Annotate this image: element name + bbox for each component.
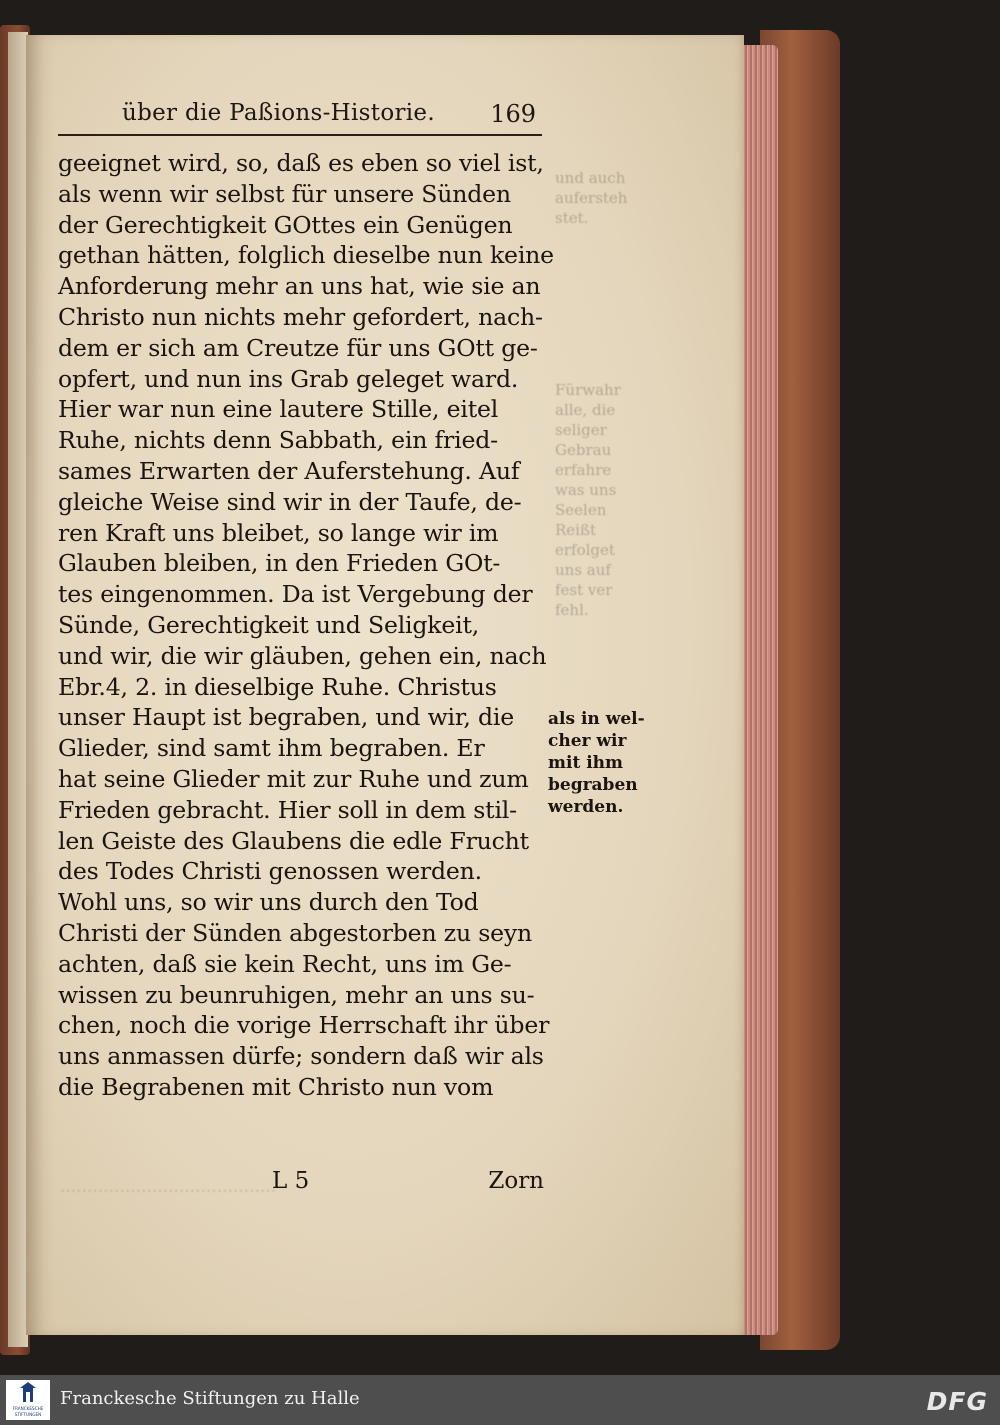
page-edges [738, 45, 778, 1335]
margin-note-line: cher wir [548, 731, 627, 751]
text-line: und wir, die wir gläuben, gehen ein, nach [58, 641, 547, 670]
text-line: als wenn wir selbst für unsere Sünden [58, 179, 511, 208]
running-title: über die Paßions-Historie. [122, 100, 435, 126]
svg-text:STIFTUNGEN: STIFTUNGEN [14, 1412, 42, 1417]
text-line: wissen zu beunruhigen, mehr an uns su- [58, 980, 535, 1009]
header-rule [58, 134, 542, 136]
margin-note-line: mit ihm [548, 753, 624, 773]
text-line: gleiche Weise sind wir in der Taufe, de- [58, 487, 522, 516]
margin-note [548, 708, 658, 818]
text-line: ren Kraft uns bleibet, so lange wir im [58, 518, 499, 547]
show-through-text-bottom: ........................................ [60, 1177, 277, 1197]
body-text [58, 148, 554, 1103]
text-line: Sünde, Gerechtigkeit und Seligkeit, [58, 610, 480, 639]
show-through-text: und auch aufersteh stet. [555, 169, 628, 227]
text-line: Frieden gebracht. Hier soll in dem stil- [58, 795, 517, 824]
text-line: sames Erwarten der Auferstehung. Auf [58, 456, 520, 485]
text-line: gethan hätten, folglich dieselbe nun keine [58, 241, 554, 270]
text-line: die Begrabenen mit Christo nun vom [58, 1072, 494, 1101]
text-line: Christi der Sünden abgestorben zu seyn [58, 918, 533, 947]
margin-note-line: werden. [548, 797, 624, 817]
text-line: Ruhe, nichts denn Sabbath, ein fried- [58, 426, 498, 455]
text-line: geeignet wird, so, daß es eben so viel ist, [58, 149, 544, 177]
svg-text:FRANCKESCHE: FRANCKESCHE [12, 1406, 44, 1411]
text-line: dem er sich am Creutze für uns GOtt ge- [58, 333, 538, 362]
margin-note-line: begraben [548, 775, 638, 795]
facing-page-edge [8, 32, 28, 1347]
institution-name[interactable]: Franckesche Stiftungen zu Halle [60, 1388, 360, 1409]
text-line: achten, daß sie kein Recht, uns im Ge- [58, 949, 512, 978]
dfg-logo[interactable]: DFG [926, 1387, 988, 1416]
footer-bar [0, 1375, 1000, 1425]
page-footer [272, 1168, 544, 1200]
text-line: Anforderung mehr an uns hat, wie sie an [58, 272, 541, 301]
text-line: Glieder, sind samt ihm begraben. Er [58, 734, 485, 763]
text-line: Ebr.4, 2. in dieselbige Ruhe. Christus [58, 672, 497, 701]
text-line: der Gerechtigkeit GOttes ein Genügen [58, 210, 513, 239]
page-header [92, 100, 542, 136]
text-line: Christo nun nichts mehr gefordert, nach- [58, 302, 543, 331]
text-line: hat seine Glieder mit zur Ruhe und zum [58, 764, 529, 793]
text-line: Glauben bleiben, in den Frieden GOt- [58, 549, 501, 578]
text-line: opfert, und nun ins Grab geleget ward. [58, 364, 519, 393]
show-through-text-2: Fürwahr alle, die seliger Gebrau erfahre was uns Seelen Reißt erfolget uns auf fest ver fehl. [555, 381, 621, 619]
text-line: Hier war nun eine lautere Stille, eitel [58, 395, 499, 424]
signature-mark: L 5 [272, 1168, 310, 1194]
catchword: Zorn [488, 1168, 544, 1194]
margin-note-line: als in wel- [548, 709, 645, 729]
text-line: Wohl uns, so wir uns durch den Tod [58, 888, 479, 917]
text-line: des Todes Christi genossen werden. [58, 857, 482, 886]
text-line: chen, noch die vorige Herrschaft ihr über [58, 1011, 550, 1040]
page-number: 169 [490, 100, 536, 128]
text-line: tes eingenommen. Da ist Vergebung der [58, 580, 533, 609]
franckesche-stiftungen-logo[interactable] [6, 1380, 50, 1420]
text-line: unser Haupt ist begraben, und wir, die [58, 703, 515, 732]
text-line: uns anmassen dürfe; sondern daß wir als [58, 1042, 544, 1071]
text-line: len Geiste des Glaubens die edle Frucht [58, 826, 529, 855]
